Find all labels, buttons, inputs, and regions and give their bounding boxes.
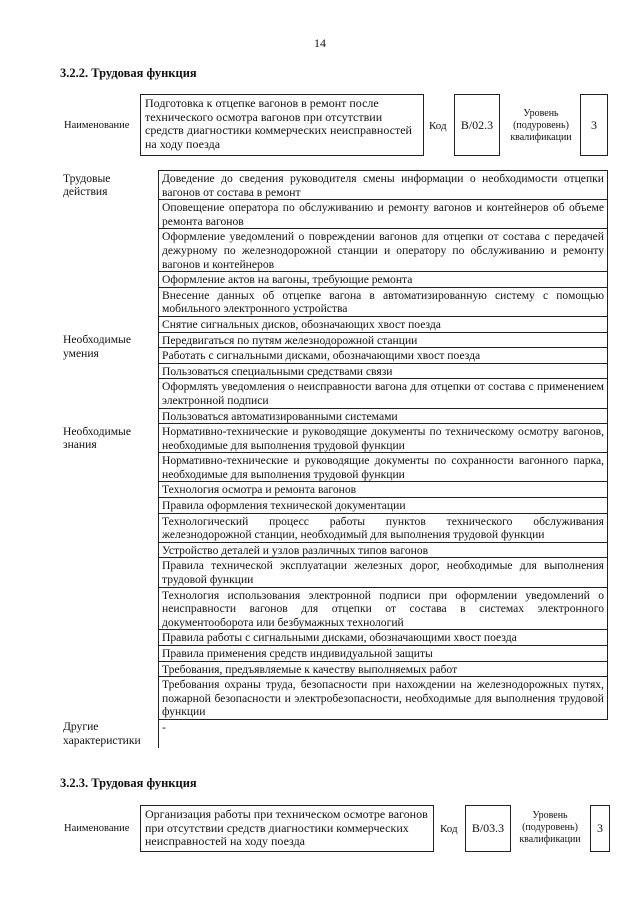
requirement-item: Технология использования электронной подписи при оформлении уведомлений о неисправности вагонов для отцепки от состава в системах электронного документооборота или безбумажных технологий xyxy=(159,587,608,630)
name-label-322: Наименование xyxy=(64,120,130,131)
category-label: Трудовые действия xyxy=(60,171,159,333)
function-code-323: B/03.3 xyxy=(465,805,511,852)
requirement-item: Правила работы с сигнальными дисками, обозначающими хвост поезда xyxy=(159,630,608,646)
requirement-item: Технология осмотра и ремонта вагонов xyxy=(159,482,608,498)
requirement-item: Доведение до сведения руководителя смены информации о необходимости отцепки вагонов от состава в ремонт xyxy=(159,171,608,200)
requirement-item: Правила применения средств индивидуальной защиты xyxy=(159,646,608,662)
requirement-item: Оповещение оператора по обслуживанию и ремонту вагонов и контейнеров об объеме ремонта вагонов xyxy=(159,200,608,229)
section-title-323: 3.2.3. Трудовая функция xyxy=(60,776,197,790)
requirement-item: - xyxy=(162,720,166,734)
level-label-322: Уровень (подуровень) квалификации xyxy=(510,108,572,143)
requirement-item: Пользоваться специальными средствами связи xyxy=(159,363,608,379)
category-label: Другие характеристики xyxy=(60,719,159,747)
requirement-item: Требования охраны труда, безопасности при нахождении на железнодорожных путях, пожарной безопасности и электробезопасности, необходимые для выполнения трудовой функции xyxy=(159,677,608,720)
name-label-323: Наименование xyxy=(64,823,130,834)
function-name-323: Организация работы при техническом осмотре вагонов при отсутствии средств диагностики коммерческих неисправностей на ходу поезда xyxy=(140,805,434,852)
requirement-item: Нормативно-технические и руководящие документы по техническому осмотру вагонов, необходимые для выполнения трудовой функции xyxy=(159,424,608,453)
function-name-322: Подготовка к отцепке вагонов в ремонт после технического осмотра вагонов при отсутствии средств диагностики коммерческих неисправностей на ходу поезда xyxy=(140,94,424,156)
requirement-item: Оформлять уведомления о неисправности вагона для отцепки от состава с применением электронной подписи xyxy=(159,379,608,408)
page-number: 14 xyxy=(314,36,326,50)
category-label: Необходимые умения xyxy=(60,332,159,424)
qualification-level-323: 3 xyxy=(590,805,610,852)
requirement-item: Требования, предъявляемые к качеству выполняемых работ xyxy=(159,661,608,677)
requirement-item: Правила технической эксплуатации железных дорог, необходимые для выполнения трудовой функции xyxy=(159,558,608,587)
qualification-level-322: 3 xyxy=(580,94,608,156)
requirement-item: Пользоваться автоматизированными системами xyxy=(159,408,608,424)
requirement-item: Технологический процесс работы пунктов технического обслуживания железнодорожной станции, необходимый для выполнения трудовой функции xyxy=(159,513,608,542)
requirement-item: Оформление актов на вагоны, требующие ремонта xyxy=(159,272,608,288)
section-title-322: 3.2.2. Трудовая функция xyxy=(60,66,197,80)
requirement-item: Снятие сигнальных дисков, обозначающих хвост поезда xyxy=(159,316,608,332)
requirement-item: Оформление уведомлений о повреждении вагонов для отцепки от состава с передачей дежурному по железнодорожной станции и оператору по обслуживанию и ремонту вагонов и контейнеров xyxy=(159,229,608,272)
requirement-item: Нормативно-технические и руководящие документы по сохранности вагонного парка, необходимые для выполнения трудовой функции xyxy=(159,453,608,482)
category-label: Необходимые знания xyxy=(60,424,159,720)
code-label-322: Код xyxy=(429,120,447,132)
requirement-item: Устройство деталей и узлов различных типов вагонов xyxy=(159,542,608,558)
level-label-323: Уровень (подуровень) квалификации xyxy=(519,810,581,845)
requirement-item: Правила оформления технической документации xyxy=(159,498,608,514)
labor-function-table xyxy=(60,170,608,748)
requirement-item: Внесение данных об отцепке вагона в автоматизированную систему с помощью мобильного электронного устройства xyxy=(159,287,608,316)
function-code-322: B/02.3 xyxy=(454,94,500,156)
requirement-item: Передвигаться по путям железнодорожной станции xyxy=(159,332,608,348)
requirement-item: Работать с сигнальными дисками, обозначающими хвост поезда xyxy=(159,348,608,364)
code-label-323: Код xyxy=(440,823,458,835)
